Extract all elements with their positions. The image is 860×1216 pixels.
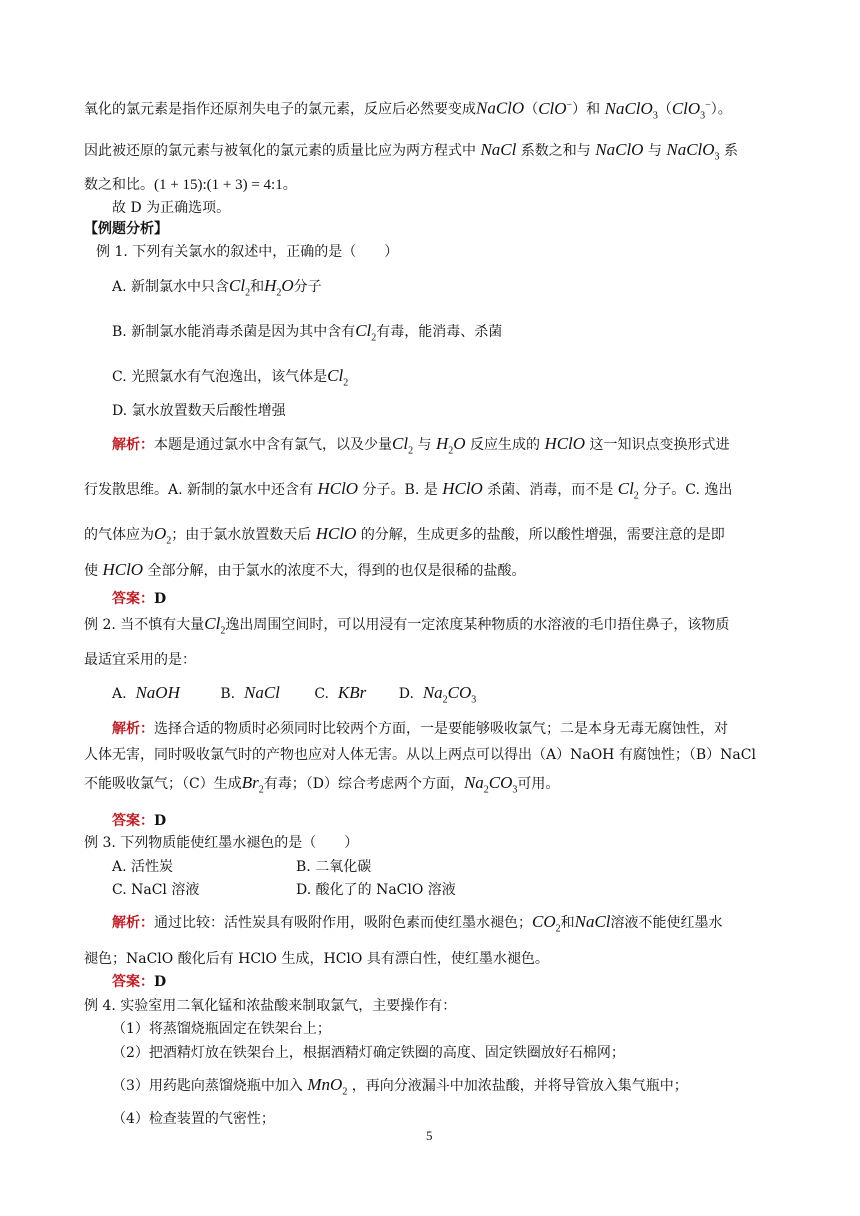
formula-nacl: NaCl — [480, 140, 517, 159]
text: A. — [112, 686, 127, 702]
formula-naclo: NaClO — [476, 98, 525, 118]
formula-mno2: MnO$_2$ — [307, 1075, 348, 1098]
text: A. 新制氯水中只含 — [112, 279, 230, 295]
text: C. — [314, 686, 330, 702]
text: 这一知识点变换形式进 — [589, 437, 730, 453]
ex3-option-d: D. 酸化了的 NaClO 溶液 — [296, 882, 456, 898]
formula-na2co3: $Na_2CO_3$ — [422, 683, 477, 706]
formula-naclo3: NaClO$_3$ — [666, 140, 720, 163]
formula-hclo: HClO — [317, 479, 359, 498]
intro-line-1 — [84, 95, 732, 126]
formula-clo3-ion: ClO$_3$− — [671, 98, 711, 122]
ex1-question: 例 1. 下列有关氯水的叙述中，正确的是（ ） — [96, 244, 399, 260]
formula-cl2: $Cl_2$ — [229, 276, 251, 299]
ex4-step-2: （2）把酒精灯放在铁架台上，根据酒精灯确定铁圈的高度、固定铁圈放好石棉网； — [112, 1045, 625, 1061]
answer-label: 答案： — [112, 974, 154, 990]
text: D. — [398, 686, 414, 702]
intro-line-2 — [84, 140, 738, 167]
text: 因此被还原的氯元素与被氧化的氯元素的质量比应为两方程式中 — [84, 143, 476, 159]
ex3-analysis-line-2: 褪色；NaClO 酸化后有 HClO 生成，HClO 具有漂白性，使红墨水褪色。 — [84, 951, 549, 967]
text: 反应生成的 — [469, 437, 540, 453]
ex4-step-3 — [112, 1075, 688, 1102]
formula-cl2: $Cl_2$ — [355, 321, 377, 344]
text: 行发散思维。A. 新制的氯水中还含有 — [84, 482, 314, 498]
text: 使 — [84, 563, 98, 579]
formula-cl2: $Cl_2$ — [392, 434, 414, 457]
ex2-analysis-line-2: 人体无害，同时吸收氯气时的产物也应对人体无害。从以上两点可以得出（A）NaOH 有腐蚀性；（B）NaCl — [84, 747, 756, 763]
intro-line-4: 故 D 为正确选项。 — [112, 200, 231, 216]
formula-br2: $Br_2$ — [241, 773, 264, 796]
answer-label: 答案： — [112, 813, 154, 829]
formula-o2: $O_2$ — [154, 524, 172, 547]
formula-naclo3: NaClO$_3$ — [604, 98, 658, 122]
ex4-step-1: （1）将蒸馏烧瓶固定在铁架台上； — [112, 1021, 331, 1037]
analysis-label: 解析： — [112, 721, 154, 737]
formula-cl2: $Cl_2$ — [327, 366, 349, 389]
text: 与 — [647, 143, 662, 159]
ex1-option-b — [112, 321, 502, 348]
ex4-step-4: （4）检查装置的气密性； — [112, 1111, 275, 1127]
formula-hclo: HClO — [102, 560, 144, 579]
answer-label: 答案： — [112, 591, 154, 607]
ex2-answer — [112, 811, 166, 831]
page-number: 5 — [426, 1128, 433, 1143]
text: 和 — [250, 279, 265, 295]
answer-value: D — [154, 813, 167, 829]
text: 通过比较：活性炭具有吸附作用，吸附色素而使红墨水褪色； — [154, 915, 532, 931]
ex1-option-d: D. 氯水放置数天后酸性增强 — [112, 403, 286, 419]
formula-nacl: NaCl — [574, 912, 611, 931]
formula-hclo: HClO — [544, 434, 586, 453]
text: 分子 — [293, 279, 322, 295]
text: 。 — [282, 177, 297, 193]
text: 逸出周围空间时，可以用浸有一定浓度某种物质的水溶液的毛巾捂住鼻子，该物质 — [225, 617, 730, 633]
ex2-question-line-1 — [84, 614, 729, 641]
ex3-question: 例 3. 下列物质能使红墨水褪色的是（ ） — [84, 835, 359, 851]
text: 不能吸收氯气；（C）生成 — [84, 776, 242, 792]
text: 有毒，能消毒、杀菌 — [376, 324, 503, 340]
ex3-answer — [112, 972, 166, 992]
text: C. 光照氯水有气泡逸出，该气体是 — [112, 369, 328, 385]
text: 有毒；（D）综合考虑两个方面， — [263, 776, 464, 792]
text: 数之和比。 — [84, 177, 154, 193]
text: （3）用药匙向蒸馏烧瓶中加入 — [112, 1078, 303, 1094]
analysis-label: 解析： — [112, 437, 154, 453]
text: 和 — [560, 915, 575, 931]
text: 的分解，生成更多的盐酸，所以酸性增强，需要注意的是即 — [360, 527, 725, 543]
ex3-option-b: B. 二氧化碳 — [296, 859, 372, 875]
text: 本题是通过氯水中含有氯气，以及少量 — [154, 437, 392, 453]
formula-cl2: $Cl_2$ — [204, 614, 226, 637]
ex2-options — [112, 683, 476, 710]
ex2-question-line-2: 最适宜采用的是： — [84, 652, 196, 668]
formula-naoh: NaOH — [135, 683, 180, 702]
text: 分子。B. 是 — [362, 482, 438, 498]
ex1-analysis-line-1 — [112, 434, 730, 461]
text: 分子。C. 逸出 — [643, 482, 733, 498]
text: ）。 — [710, 101, 732, 118]
ex1-analysis-line-2 — [84, 479, 732, 506]
intro-line-3 — [84, 175, 297, 195]
ratio-formula: (1 + 15):(1 + 3) = 4:1 — [154, 177, 283, 193]
ex2-analysis-line-3 — [84, 773, 559, 800]
text: ）和 — [572, 101, 601, 118]
answer-value: D — [154, 974, 167, 990]
ex1-answer — [112, 589, 166, 609]
formula-h2o: $H_2O$ — [435, 434, 466, 457]
formula-clo-ion: ClO− — [538, 98, 573, 118]
analysis-label: 解析： — [112, 915, 154, 931]
text: 杀菌、消毒，而不是 — [487, 482, 614, 498]
section-title: 【例题分析】 — [84, 221, 168, 237]
formula-co2: $CO_2$ — [532, 912, 561, 935]
text: （ — [657, 101, 672, 118]
formula-kbr: KBr — [337, 683, 367, 702]
text: ；由于氯水放置数天后 — [171, 527, 312, 543]
ex1-analysis-line-4 — [84, 560, 526, 581]
text: 氧化的氯元素是指作还原剂失电子的氯元素，反应后必然要变成 — [84, 101, 476, 118]
formula-h2o: $H_2O$ — [264, 276, 294, 299]
formula-na2co3: $Na_2CO_3$ — [463, 773, 518, 796]
formula-hclo: HClO — [442, 479, 483, 498]
ex4-question: 例 4. 实验室用二氧化锰和浓盐酸来制取氯气，主要操作有： — [84, 998, 457, 1014]
text: 例 2. 当不慎有大量 — [84, 617, 205, 633]
formula-nacl: NaCl — [243, 683, 280, 702]
ex3-option-c: C. NaCl 溶液 — [112, 882, 200, 898]
formula-cl2: $Cl_2$ — [617, 479, 639, 502]
text: 系数之和与 — [520, 143, 591, 159]
text: B. 新制氯水能消毒杀菌是因为其中含有 — [112, 324, 356, 340]
text: 的气体应为 — [84, 527, 154, 543]
text: （ — [524, 101, 539, 118]
ex1-option-a — [112, 276, 322, 303]
ex1-analysis-line-3 — [84, 524, 725, 551]
ex2-analysis-line-1 — [112, 719, 728, 739]
formula-hclo: HClO — [315, 524, 357, 543]
ex3-analysis-line-1 — [112, 912, 723, 939]
text: B. — [220, 686, 236, 702]
formula-naclo: NaClO — [595, 140, 644, 159]
answer-value: D — [154, 591, 167, 607]
ex1-option-c — [112, 366, 348, 393]
text: 全部分解，由于氯水的浓度不大，得到的也仅是很稀的盐酸。 — [147, 563, 526, 579]
text: 系 — [724, 143, 738, 159]
text: ，再向分液漏斗中加浓盐酸，并将导管放入集气瓶中； — [351, 1078, 688, 1094]
text: 可用。 — [517, 776, 560, 792]
text: 与 — [417, 437, 432, 453]
text: 选择合适的物质时必须同时比较两个方面，一是要能够吸收氯气；二是本身无毒无腐蚀性，对 — [154, 721, 728, 737]
ex3-option-a: A. 活性炭 — [112, 859, 174, 875]
text: 溶液不能使红墨水 — [610, 915, 723, 931]
